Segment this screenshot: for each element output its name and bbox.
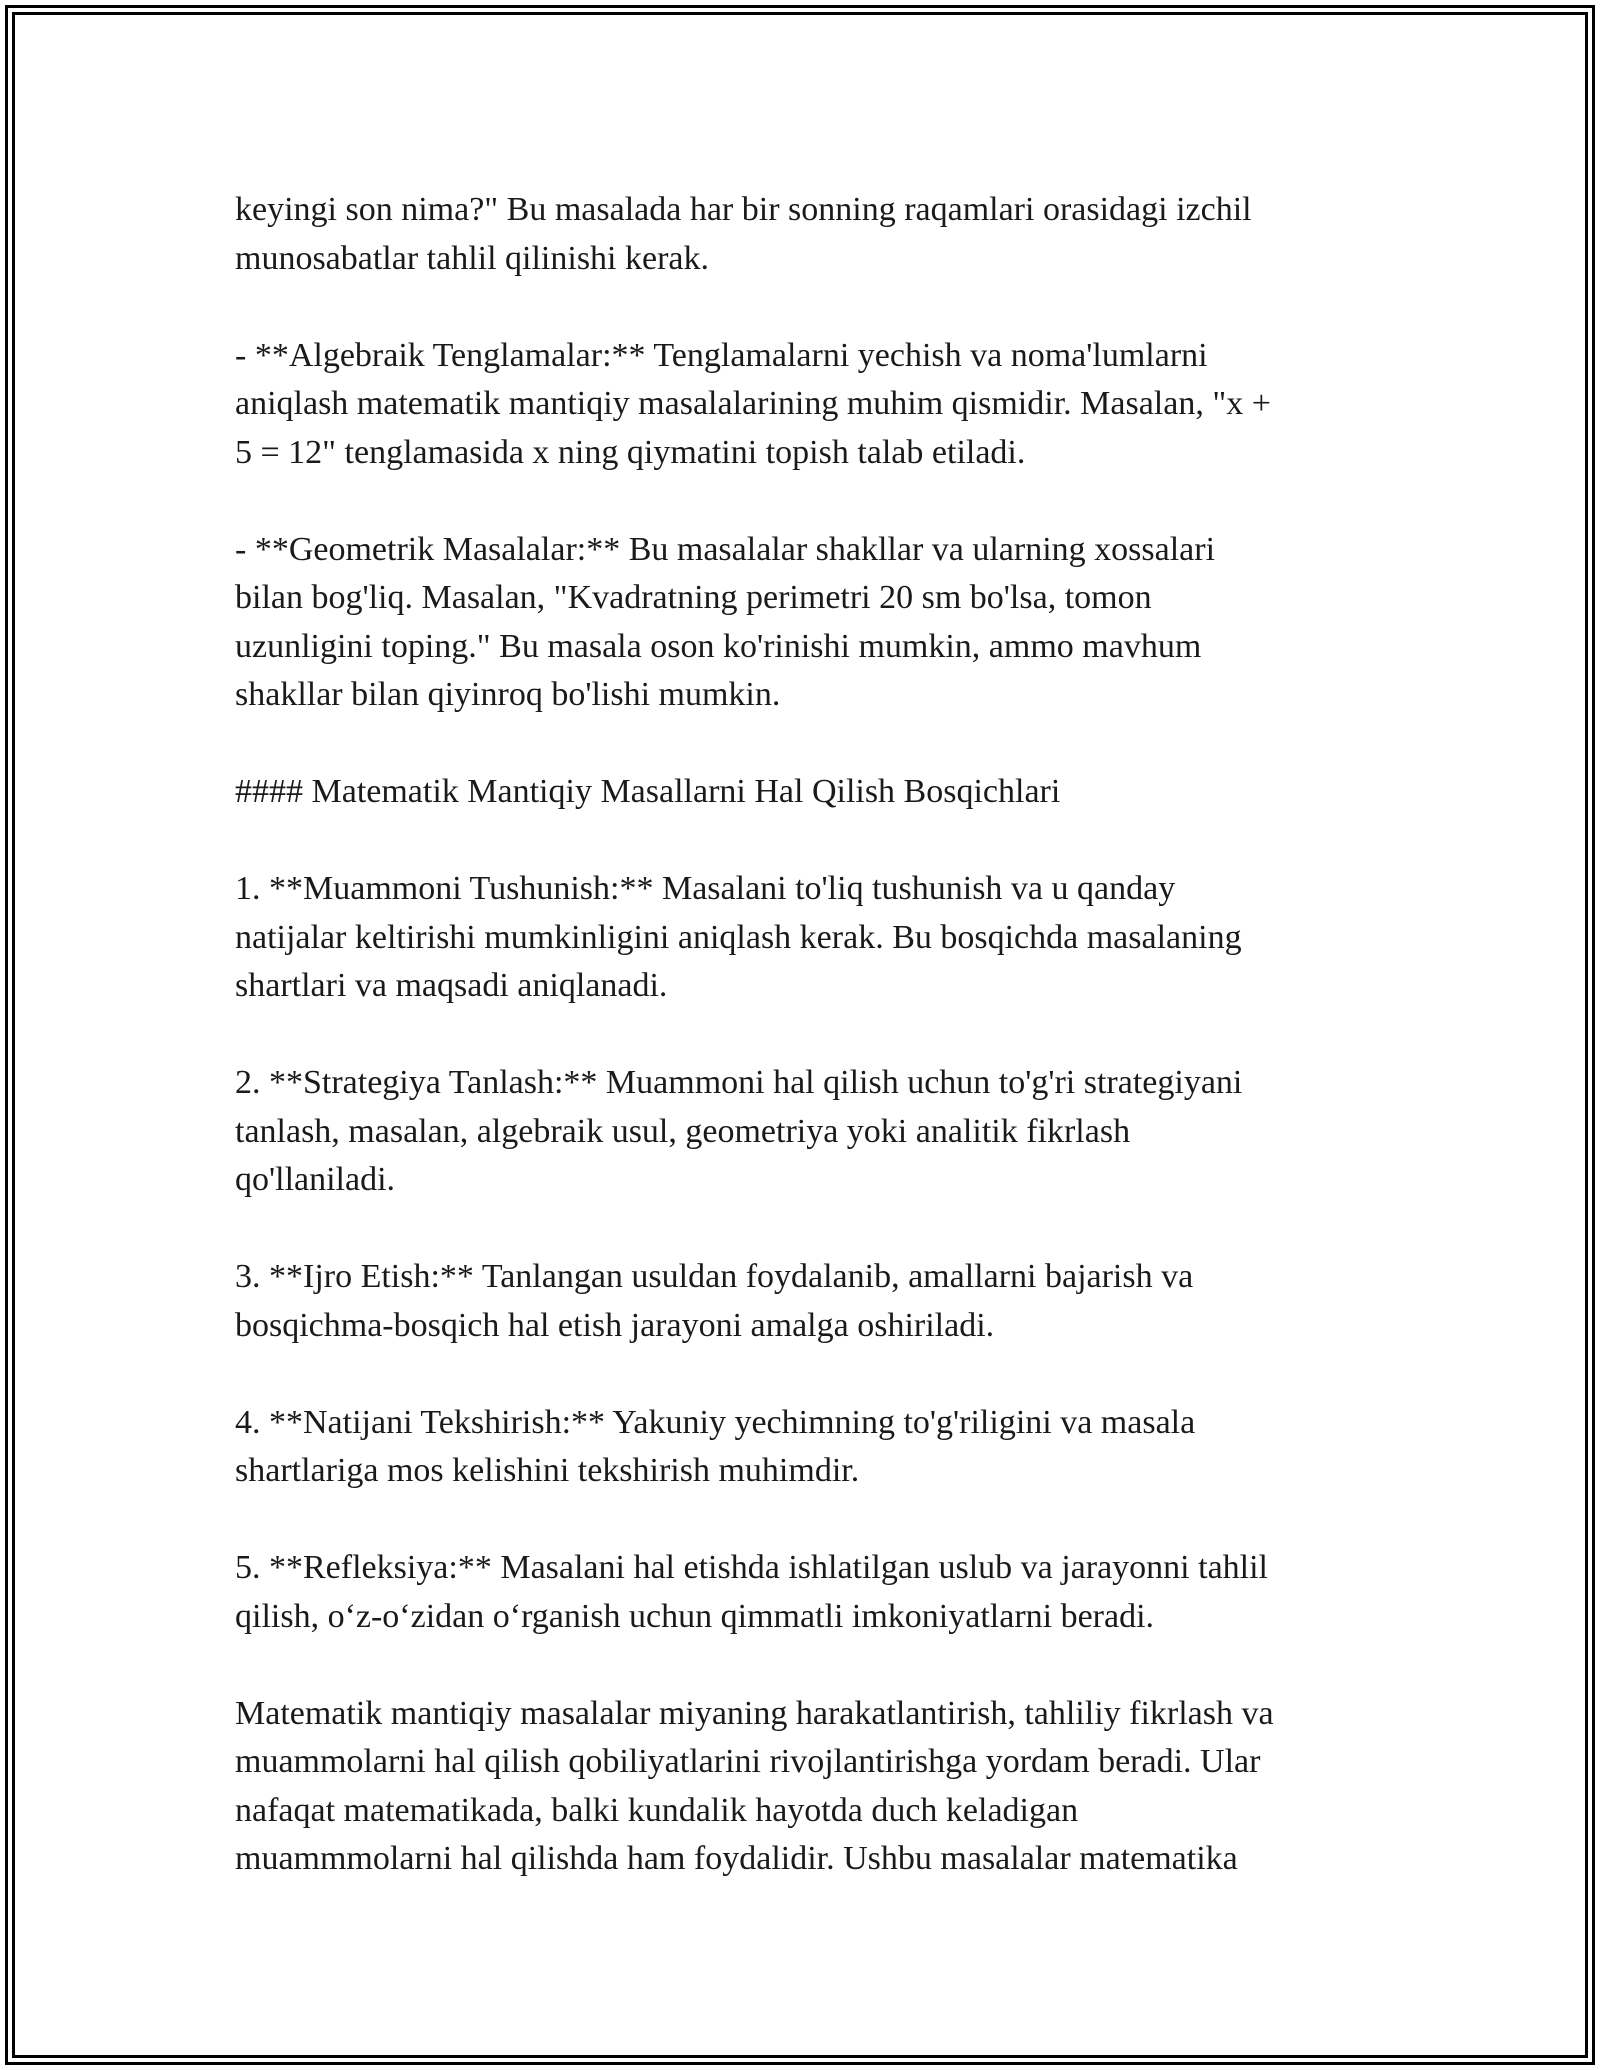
step-1-paragraph: 1. **Muammoni Tushunish:** Masalani to'liq tushunish va u qanday natijalar keltirishi mumkinligini aniqlash kerak. Bu bosqichda masalaning shartlari va maqsadi aniqlanadi.: [235, 870, 1242, 1004]
step-3-paragraph: 3. **Ijro Etish:** Tanlangan usuldan foydalanib, amallarni bajarish va bosqichma-bosqich hal etish jarayoni amalga oshiriladi.: [235, 1258, 1194, 1344]
step-5-paragraph: 5. **Refleksiya:** Masalani hal etishda ishlatilgan uslub va jarayonni tahlil qilish, o‘z-o‘zidan o‘rganish uchun qimmatli imkoniyatlarni beradi.: [235, 1549, 1268, 1635]
step-4-paragraph: 4. **Natijani Tekshirish:** Yakuniy yechimning to'g'riligini va masala shartlariga mos kelishini tekshirish muhimdir.: [235, 1403, 1196, 1489]
paragraph-algebraic-equations: - **Algebraik Tenglamalar:** Tenglamalarni yechish va noma'lumlarni aniqlash matematik mantiqiy masalalarining muhim qismidir. Masalan, "x + 5 = 12" tenglamasida x ning qiymatini topish talab etiladi.: [235, 336, 1271, 471]
document-body: [235, 186, 1370, 1884]
paragraph-continuation: keyingi son nima?" Bu masalada har bir sonning raqamlari orasidagi izchil munosabatlar tahlil qilinishi kerak.: [235, 191, 1252, 277]
step-2-paragraph: 2. **Strategiya Tanlash:** Muammoni hal qilish uchun to'g'ri strategiyani tanlash, masalan, algebraik usul, geometriya yoki analitik fikrlash qo'llaniladi.: [235, 1064, 1243, 1198]
section-heading: #### Matematik Mantiqiy Masallarni Hal Qilish Bosqichlari: [235, 773, 1061, 810]
paragraph-geometric-problems: - **Geometrik Masalalar:** Bu masalalar shakllar va ularning xossalari bilan bog'liq. Masalan, "Kvadratning perimetri 20 sm bo'lsa, tomon uzunligini toping." Bu masala oson ko'rinishi mumkin, ammo mavhum shakllar bilan qiyinroq bo'lishi mumkin.: [235, 530, 1216, 713]
conclusion-paragraph: Matematik mantiqiy masalalar miyaning harakatlantirish, tahliliy fikrlash va muammolarni hal qilish qobiliyatlarini rivojlantirishga yordam beradi. Ular nafaqat matematikada, balki kundalik hayotda duch keladigan muammmolarni hal qilishda ham foydalidir. Ushbu masalalar matematika: [235, 1694, 1274, 1877]
